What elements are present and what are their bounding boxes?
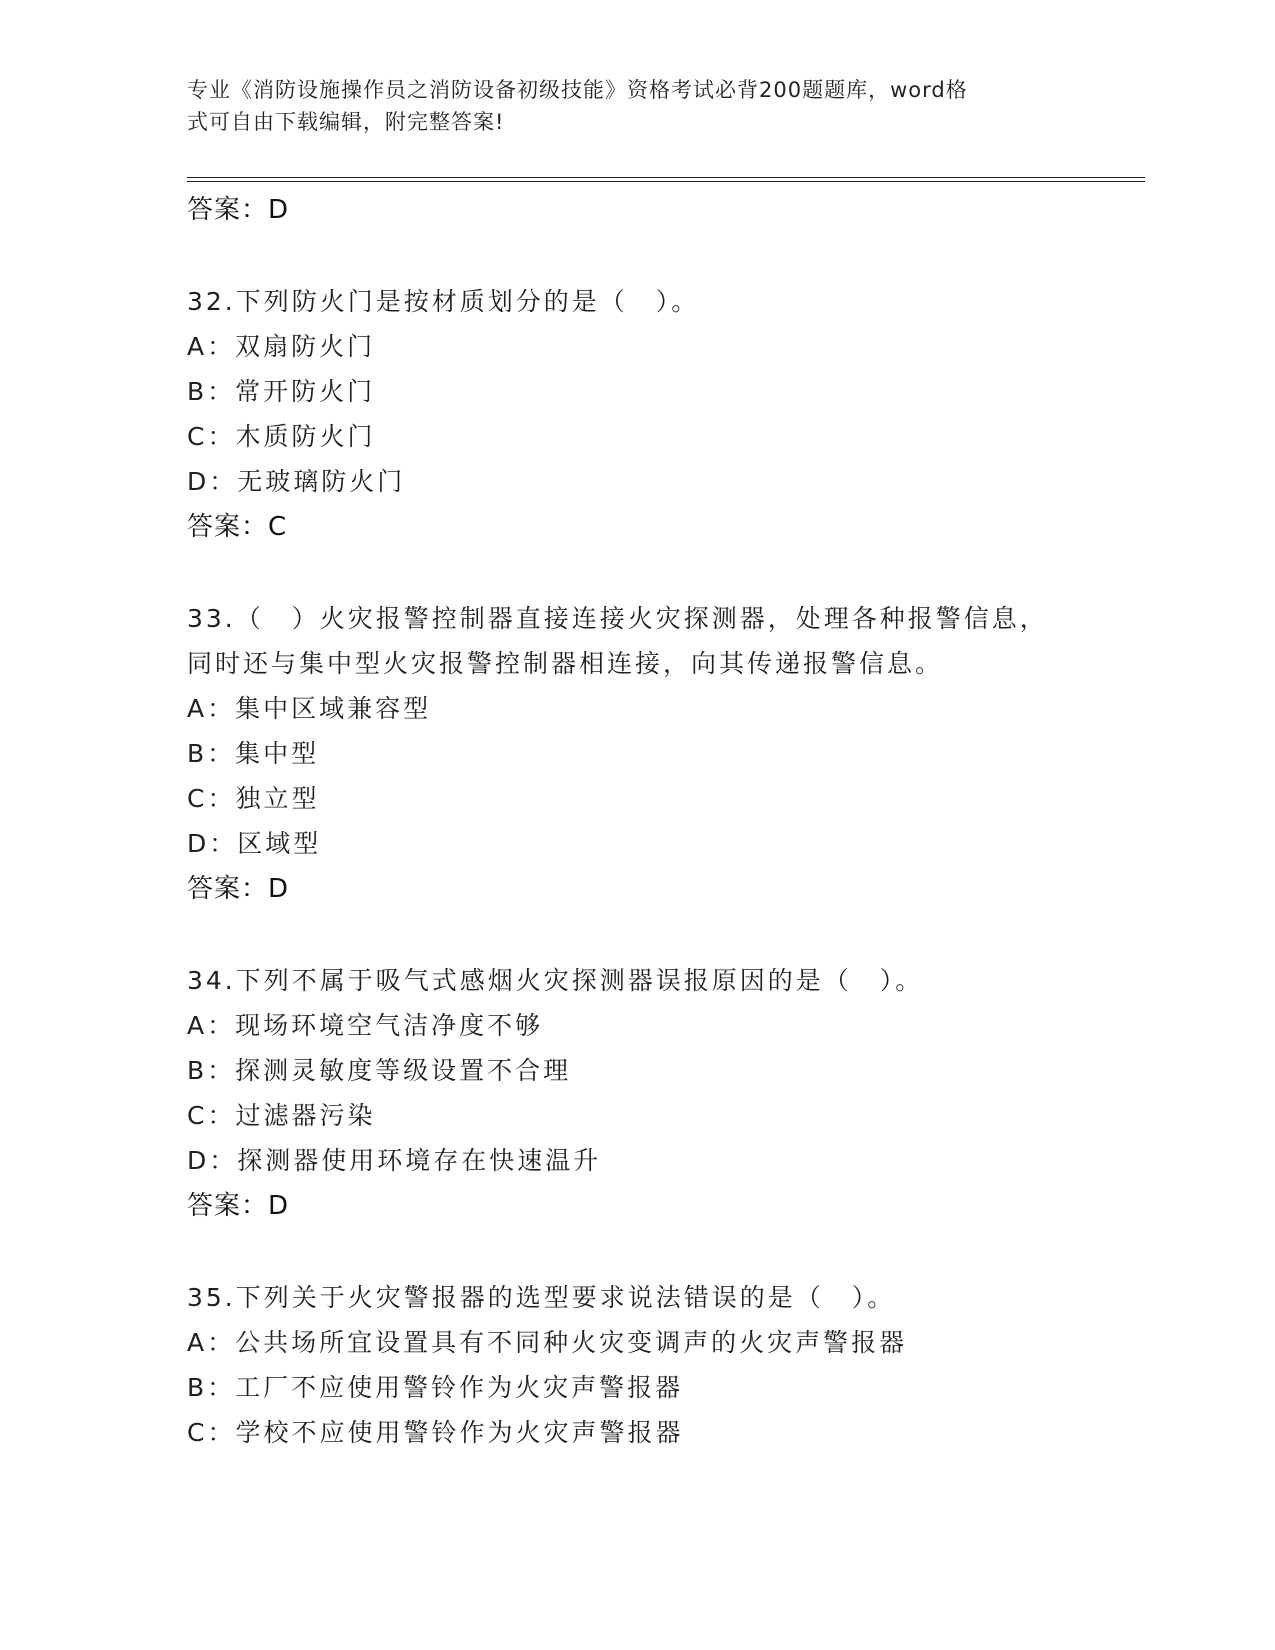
- question-list: [187, 187, 1147, 1455]
- option-a: A：现场环境空气洁净度不够: [187, 1011, 544, 1040]
- answer-line: 答案：D: [187, 195, 290, 225]
- question-stem-continued: 同时还与集中型火灾报警控制器相连接，向其传递报警信息。: [187, 649, 944, 678]
- option-d: D：无玻璃防火门: [187, 467, 406, 496]
- answer-line: 答案：D: [187, 1191, 290, 1221]
- option-a: A：集中区域兼容型: [187, 694, 432, 723]
- question-stem: 32.下列防火门是按材质划分的是（ ）。: [187, 287, 700, 316]
- option-c: C：木质防火门: [187, 422, 376, 451]
- question-stem: 35.下列关于火灾警报器的选型要求说法错误的是（ ）。: [187, 1283, 896, 1312]
- answer-line: 答案：C: [187, 512, 288, 542]
- question-stem: 34.下列不属于吸气式感烟火灾探测器误报原因的是（ ）。: [187, 966, 924, 995]
- header-line-2: 式可自由下载编辑，附完整答案!: [187, 110, 505, 134]
- question-block: [187, 958, 1147, 1229]
- option-b: B：集中型: [187, 739, 320, 768]
- spacer: [187, 550, 1147, 596]
- question-block: [187, 279, 1147, 550]
- document-header: [187, 74, 1067, 138]
- option-d: D：区域型: [187, 829, 322, 858]
- header-line-1: 专业《消防设施操作员之消防设备初级技能》资格考试必背200题题库，word格: [187, 78, 968, 102]
- option-c: C：独立型: [187, 784, 320, 813]
- option-b: B：常开防火门: [187, 377, 376, 406]
- question-block: [187, 596, 1147, 912]
- spacer: [187, 233, 1147, 279]
- spacer: [187, 912, 1147, 958]
- question-stem: 33.（ ）火灾报警控制器直接连接火灾探测器，处理各种报警信息，: [187, 604, 1048, 633]
- question-block: [187, 1275, 1147, 1455]
- option-b: B：工厂不应使用警铃作为火灾声警报器: [187, 1373, 684, 1402]
- answer-line: 答案：D: [187, 874, 290, 904]
- option-c: C：学校不应使用警铃作为火灾声警报器: [187, 1418, 684, 1447]
- option-b: B：探测灵敏度等级设置不合理: [187, 1056, 572, 1085]
- header-divider-top: [187, 177, 1145, 178]
- option-a: A：公共场所宜设置具有不同种火灾变调声的火灾声警报器: [187, 1328, 908, 1357]
- spacer: [187, 1229, 1147, 1275]
- header-divider-bottom: [187, 181, 1145, 182]
- option-a: A：双扇防火门: [187, 332, 376, 361]
- option-d: D：探测器使用环境存在快速温升: [187, 1146, 602, 1175]
- option-c: C：过滤器污染: [187, 1101, 376, 1130]
